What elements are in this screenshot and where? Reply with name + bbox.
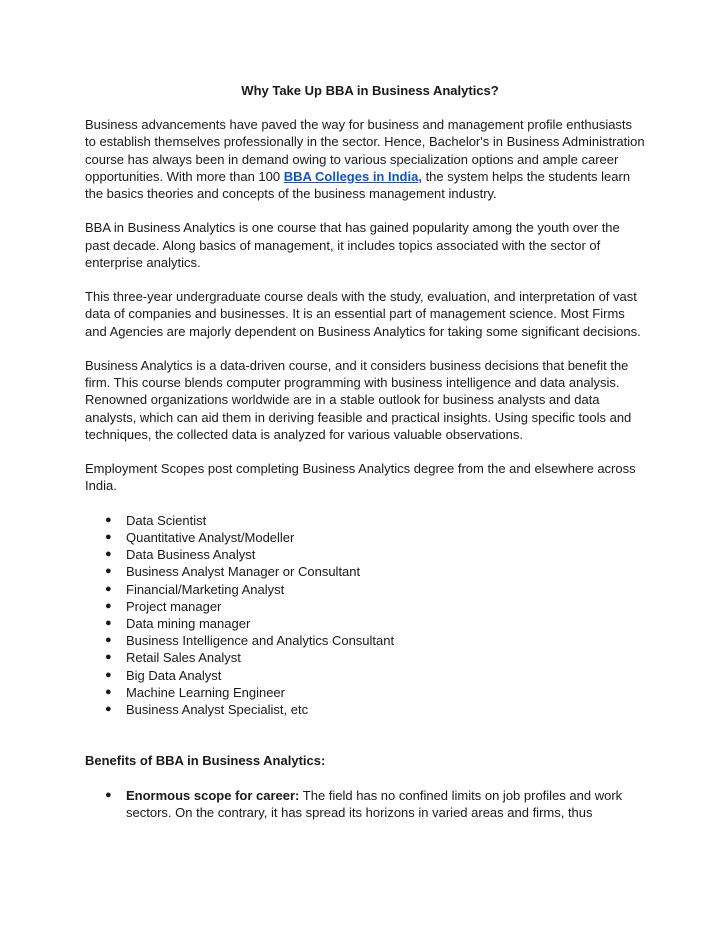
benefits-list <box>85 787 645 821</box>
list-item-label: Data mining manager <box>126 616 251 632</box>
list-item-label: Project manager <box>126 598 222 614</box>
document-page <box>85 82 645 838</box>
list-item <box>85 598 645 615</box>
list-item <box>85 529 645 546</box>
bullet-icon: ● <box>105 513 112 526</box>
list-item-label: Business Intelligence and Analytics Consultant <box>126 633 395 649</box>
list-item-label: Financial/Marketing Analyst <box>126 581 285 597</box>
list-item <box>85 581 645 598</box>
bullet-icon: ● <box>105 617 112 630</box>
bullet-icon: ● <box>105 651 112 664</box>
link-comma: , <box>418 168 422 184</box>
job-profiles-list <box>85 512 645 718</box>
bullet-icon: ● <box>105 634 112 647</box>
list-item-label: Big Data Analyst <box>126 667 222 683</box>
bullet-icon: ● <box>105 685 112 698</box>
list-item-label: Business Analyst Manager or Consultant <box>126 564 361 580</box>
bullet-icon: ● <box>105 599 112 612</box>
benefits-heading: Benefits of BBA in Business Analytics: <box>85 753 326 769</box>
data-driven-paragraph: Business Analytics is a data-driven course, and it considers business decisions that benefit the firm. This course blends computer programming with business intelligence and data analysis. Renowned organizations worldwide are in a stable outlook for business analysts and data analysts, which can aid them in deriving feasible and practical insights. Using specific tools and techniques, the collected data is analyzed for various valuable observations. <box>85 358 632 442</box>
bullet-icon: ● <box>105 565 112 578</box>
document-title: Why Take Up BBA in Business Analytics? <box>241 83 499 98</box>
list-item-label: Data Scientist <box>126 512 207 528</box>
bullet-icon: ● <box>105 548 112 561</box>
list-item <box>85 615 645 632</box>
bba-colleges-link[interactable]: BBA Colleges in India <box>283 168 419 184</box>
benefit-label: Enormous scope for career: <box>126 787 300 803</box>
bullet-icon: ● <box>105 668 112 681</box>
bullet-icon: ● <box>105 703 112 716</box>
intro-text-start: Business advancements have paved the way for business and management profile enthusiasts to establish themselves professionally in the sector. Hence, Bachelor's in Business Administration course has always been in demand owing to various specialization options and ample career opportunities. With more than 100 <box>85 117 645 184</box>
list-item <box>85 684 645 701</box>
benefit-text: The field has no confined limits on job profiles and work sectors. On the contrary, it has spread its horizons in varied areas and firms, thus <box>126 787 623 820</box>
bullet-icon: ● <box>105 582 112 595</box>
list-item <box>85 667 645 684</box>
intro-paragraph <box>85 116 645 202</box>
employment-scopes-paragraph: Employment Scopes post completing Business Analytics degree from the and elsewhere across India. <box>85 461 636 494</box>
list-item <box>85 546 645 563</box>
list-item-label: Business Analyst Specialist, etc <box>126 702 309 718</box>
bullet-icon: ● <box>105 531 112 543</box>
popularity-paragraph: BBA in Business Analytics is one course that has gained popularity among the youth over the past decade. Along basics of management, it includes topics associated with the sector of enterprise analytics. <box>85 220 620 270</box>
list-item <box>85 701 645 718</box>
list-item-label: Quantitative Analyst/Modeller <box>126 530 295 545</box>
list-item-label: Machine Learning Engineer <box>126 684 285 700</box>
list-item <box>85 787 645 821</box>
list-item <box>85 649 645 666</box>
course-overview-paragraph: This three-year undergraduate course deals with the study, evaluation, and interpretation of vast data of companies and businesses. It is an essential part of management science. Most Firms and Agencies are majorly dependent on Business Analytics for taking some significant decisions. <box>85 289 641 339</box>
intro-text-end: the system helps the students learn the basics theories and concepts of the business management industry. <box>85 168 631 202</box>
list-item <box>85 632 645 649</box>
list-item-label: Data Business Analyst <box>126 547 256 563</box>
list-item <box>85 563 645 580</box>
list-item <box>85 512 645 529</box>
bullet-icon: ● <box>105 788 112 801</box>
list-item-label: Retail Sales Analyst <box>126 650 241 666</box>
